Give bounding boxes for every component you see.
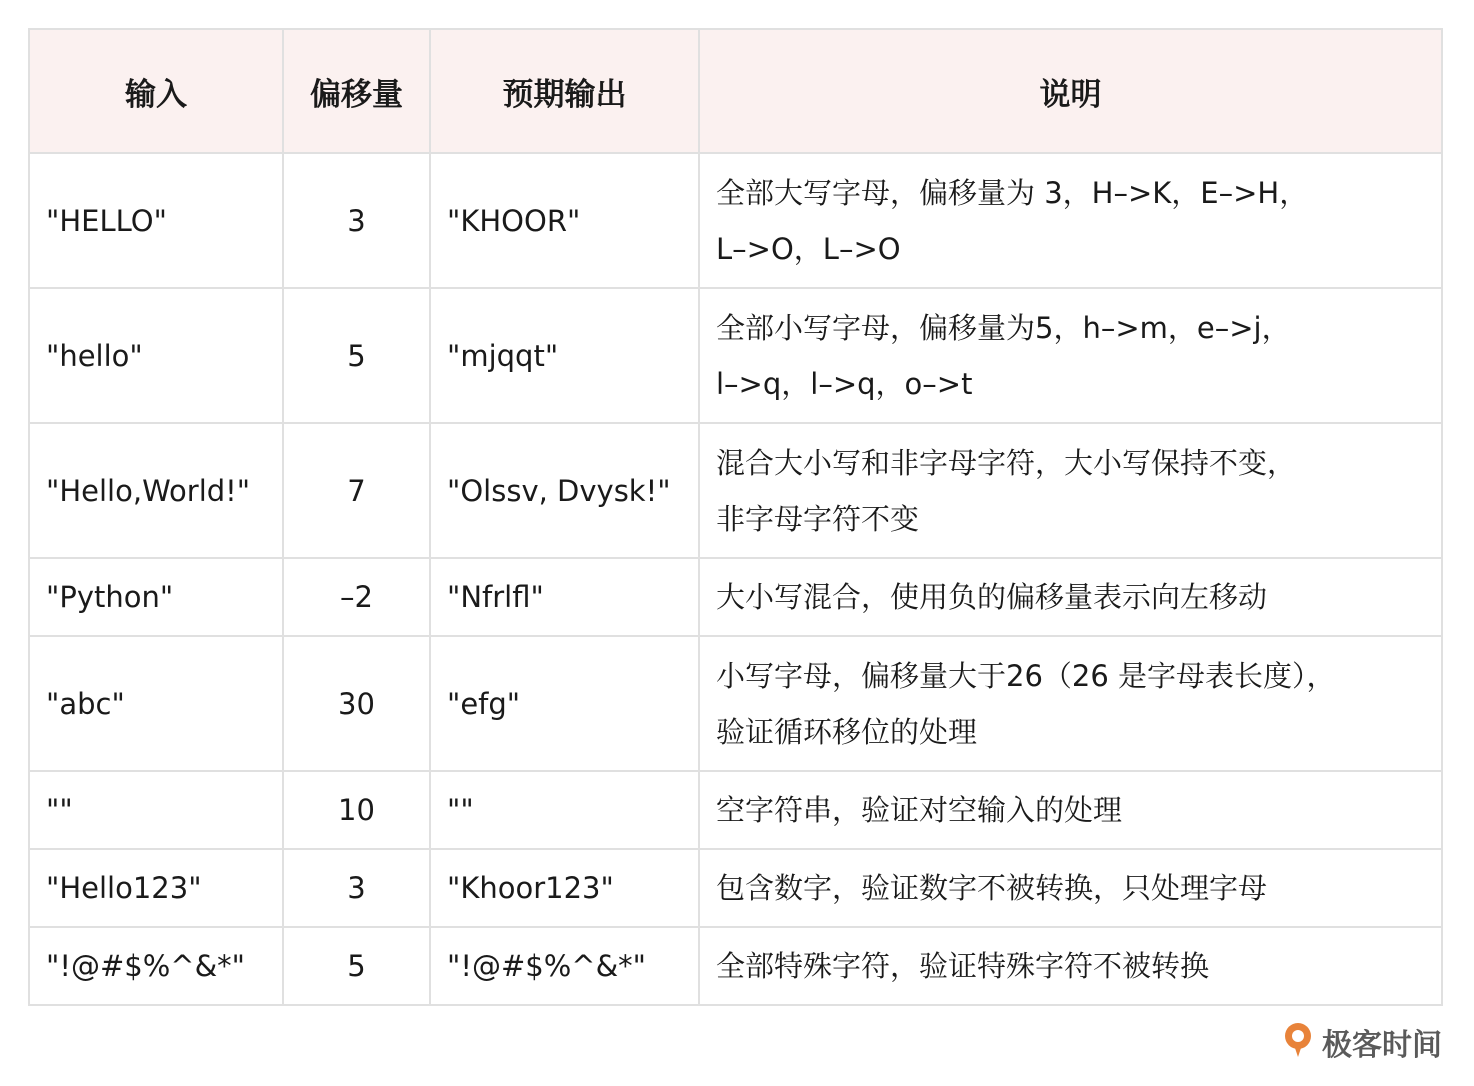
cell-description xyxy=(699,636,1442,771)
table-row xyxy=(29,771,1442,849)
cell-description xyxy=(699,153,1442,288)
header-expected-output: 预期输出 xyxy=(430,29,699,153)
cell-output: "KHOOR" xyxy=(430,153,699,288)
table-row xyxy=(29,153,1442,288)
cell-shift: 3 xyxy=(283,153,430,288)
table-row xyxy=(29,636,1442,771)
description-line: 混合大小写和非字母字符，大小写保持不变， xyxy=(716,445,1297,480)
description-line: 非字母字符不变 xyxy=(716,501,920,536)
description-line: 验证循环移位的处理 xyxy=(716,714,978,749)
cell-shift: 5 xyxy=(283,288,430,423)
table-row xyxy=(29,288,1442,423)
cell-description xyxy=(699,423,1442,558)
cell-shift: –2 xyxy=(283,558,430,636)
geektime-logo-icon xyxy=(1282,1021,1316,1063)
geektime-logo xyxy=(1282,1020,1442,1064)
cell-description: 空字符串，验证对空输入的处理 xyxy=(699,771,1442,849)
description-line: 全部小写字母，偏移量为5，h–>m，e–>j， xyxy=(716,310,1291,345)
cell-input: "!@#$%^&*" xyxy=(29,927,283,1005)
cell-input: "hello" xyxy=(29,288,283,423)
cell-output: "!@#$%^&*" xyxy=(430,927,699,1005)
cell-input: "HELLO" xyxy=(29,153,283,288)
cell-output: "efg" xyxy=(430,636,699,771)
cell-output: "Olssv, Dvysk!" xyxy=(430,423,699,558)
test-case-table xyxy=(28,28,1443,1006)
header-shift: 偏移量 xyxy=(283,29,430,153)
cell-input: "Hello,World!" xyxy=(29,423,283,558)
cell-shift: 30 xyxy=(283,636,430,771)
description-line: l–>q，l–>q，o–>t xyxy=(716,366,973,401)
cell-input: "abc" xyxy=(29,636,283,771)
cell-output: "Nfrlfl" xyxy=(430,558,699,636)
cell-input: "" xyxy=(29,771,283,849)
table-row xyxy=(29,423,1442,558)
cell-description: 包含数字，验证数字不被转换，只处理字母 xyxy=(699,849,1442,927)
table-row xyxy=(29,849,1442,927)
cell-input: "Hello123" xyxy=(29,849,283,927)
cell-output: "mjqqt" xyxy=(430,288,699,423)
cell-output: "Khoor123" xyxy=(430,849,699,927)
cell-description: 全部特殊字符，验证特殊字符不被转换 xyxy=(699,927,1442,1005)
table-row xyxy=(29,927,1442,1005)
cell-output: "" xyxy=(430,771,699,849)
logo-text: 极客时间 xyxy=(1322,1028,1442,1063)
table-row xyxy=(29,558,1442,636)
description-line: L–>O，L–>O xyxy=(716,231,901,266)
cell-description: 大小写混合，使用负的偏移量表示向左移动 xyxy=(699,558,1442,636)
cell-shift: 10 xyxy=(283,771,430,849)
description-line: 小写字母，偏移量大于26（26 是字母表长度）， xyxy=(716,658,1336,693)
cell-shift: 5 xyxy=(283,927,430,1005)
description-line: 全部大写字母，偏移量为 3，H–>K，E–>H， xyxy=(716,175,1309,210)
header-input: 输入 xyxy=(29,29,283,153)
cell-shift: 3 xyxy=(283,849,430,927)
cell-description xyxy=(699,288,1442,423)
cell-shift: 7 xyxy=(283,423,430,558)
header-description: 说明 xyxy=(699,29,1442,153)
table-header-row xyxy=(29,29,1442,153)
cell-input: "Python" xyxy=(29,558,283,636)
